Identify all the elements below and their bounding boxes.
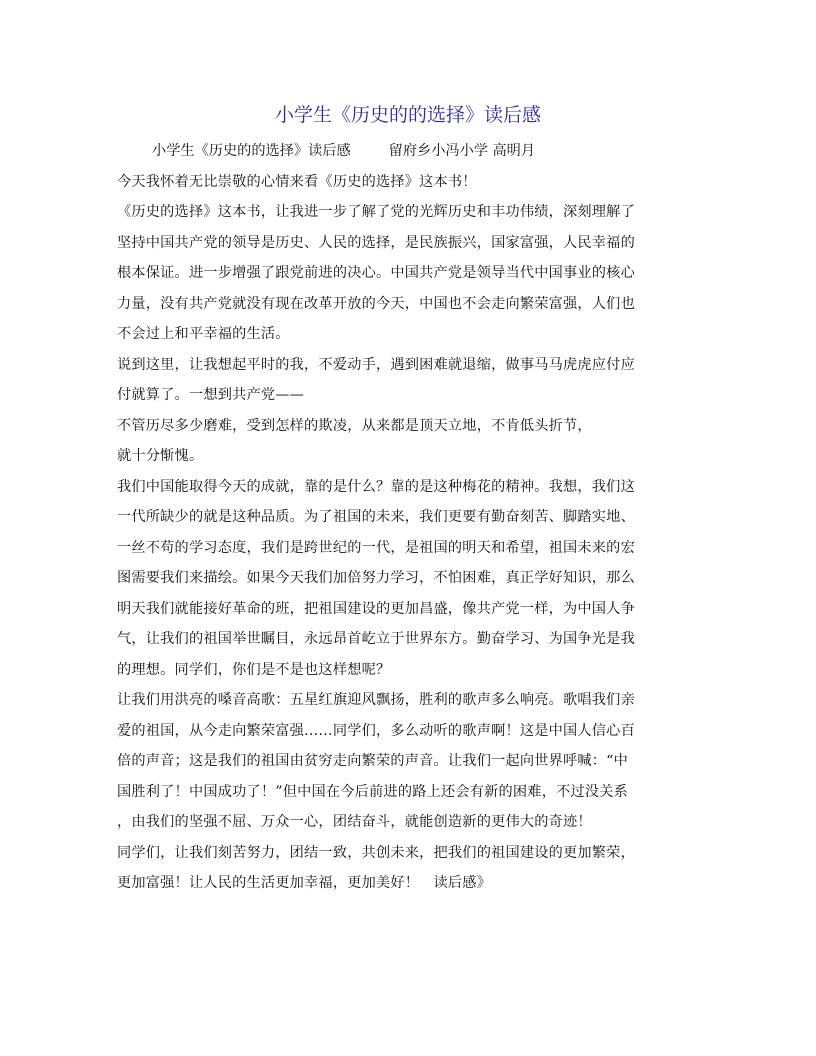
body-line: 不管历尽多少磨难，受到怎样的欺凌，从来都是顶天立地，不肯低头折节， — [117, 418, 592, 434]
body-line: 我们中国能取得今天的成就，靠的是什么？靠的是这种梅花的精神。我想，我们这 — [117, 479, 635, 495]
body-line: 根本保证。进一步增强了跟党前进的决心。中国共产党是领导当代中国事业的核心 — [117, 265, 635, 281]
body-line: 爱的祖国，从今走向繁荣富强……同学们，多么动听的歌声啊！这是中国人信心百 — [117, 723, 635, 739]
body-line: 明天我们就能接好革命的班，把祖国建设的更加昌盛，像共产党一样，为中国人争 — [117, 601, 635, 617]
body-line: ，由我们的坚强不屈、万众一心，团结奋斗，就能创造新的更伟大的奇迹！ — [117, 814, 592, 830]
body-line: 一代所缺少的就是这种品质。为了祖国的未来，我们更要有勤奋刻苦、脚踏实地、 — [117, 509, 635, 525]
document-subtitle — [152, 141, 535, 161]
body-line: 不会过上和平幸福的生活。 — [117, 326, 290, 342]
body-line: 让我们用洪亮的嗓音高歌：五星红旗迎风飘扬，胜利的歌声多么响亮。歌唱我们亲 — [117, 692, 635, 708]
document-title: 小学生《历史的的选择》读后感 — [274, 104, 541, 126]
body-line: 气，让我们的祖国举世瞩目，永远昂首屹立于世界东方。勤奋学习、为国争光是我 — [117, 631, 635, 647]
body-line: 的理想。同学们，你们是不是也这样想呢？ — [117, 662, 391, 678]
body-line: 国胜利了！中国成功了！”但中国在今后前进的路上还会有新的困难，不过没关系 — [117, 784, 629, 800]
body-line: 就十分惭愧。 — [117, 448, 204, 464]
body-line: 力量，没有共产党就没有现在改革开放的今天，中国也不会走向繁荣富强，人们也 — [117, 296, 635, 312]
body-line: 说到这里，让我想起平时的我，不爱动手，遇到困难就退缩，做事马马虎虎应付应 — [117, 357, 635, 373]
body-line: 《历史的选择》这本书，让我进一步了解了党的光辉历史和丰功伟绩，深刻理解了 — [117, 204, 635, 220]
body-line: 付就算了。一想到共产党—— — [117, 387, 305, 403]
body-line: 一丝不苟的学习态度，我们是跨世纪的一代，是祖国的明天和希望，祖国未来的宏 — [117, 540, 635, 556]
body-line: 坚持中国共产党的领导是历史、人民的选择，是民族振兴，国家富强，人民幸福的 — [117, 235, 635, 251]
body-line: 同学们，让我们刻苦努力，团结一致，共创未来，把我们的祖国建设的更加繁荣， — [117, 845, 635, 861]
body-line: 倍的声音；这是我们的祖国由贫穷走向繁荣的声音。让我们一起向世界呼喊：“中 — [117, 753, 629, 769]
subtitle-author: 留府乡小冯小学 高明月 — [388, 143, 536, 159]
body-line: 图需要我们来描绘。如果今天我们加倍努力学习，不怕困难，真正学好知识，那么 — [117, 570, 635, 586]
subtitle-title: 小学生《历史的的选择》读后感 — [152, 143, 351, 159]
body-line: 更加富强！让人民的生活更加幸福，更加美好！ 读后感》 — [117, 875, 492, 891]
body-line: 今天我怀着无比崇敬的心情来看《历史的选择》这本书！ — [117, 174, 477, 190]
